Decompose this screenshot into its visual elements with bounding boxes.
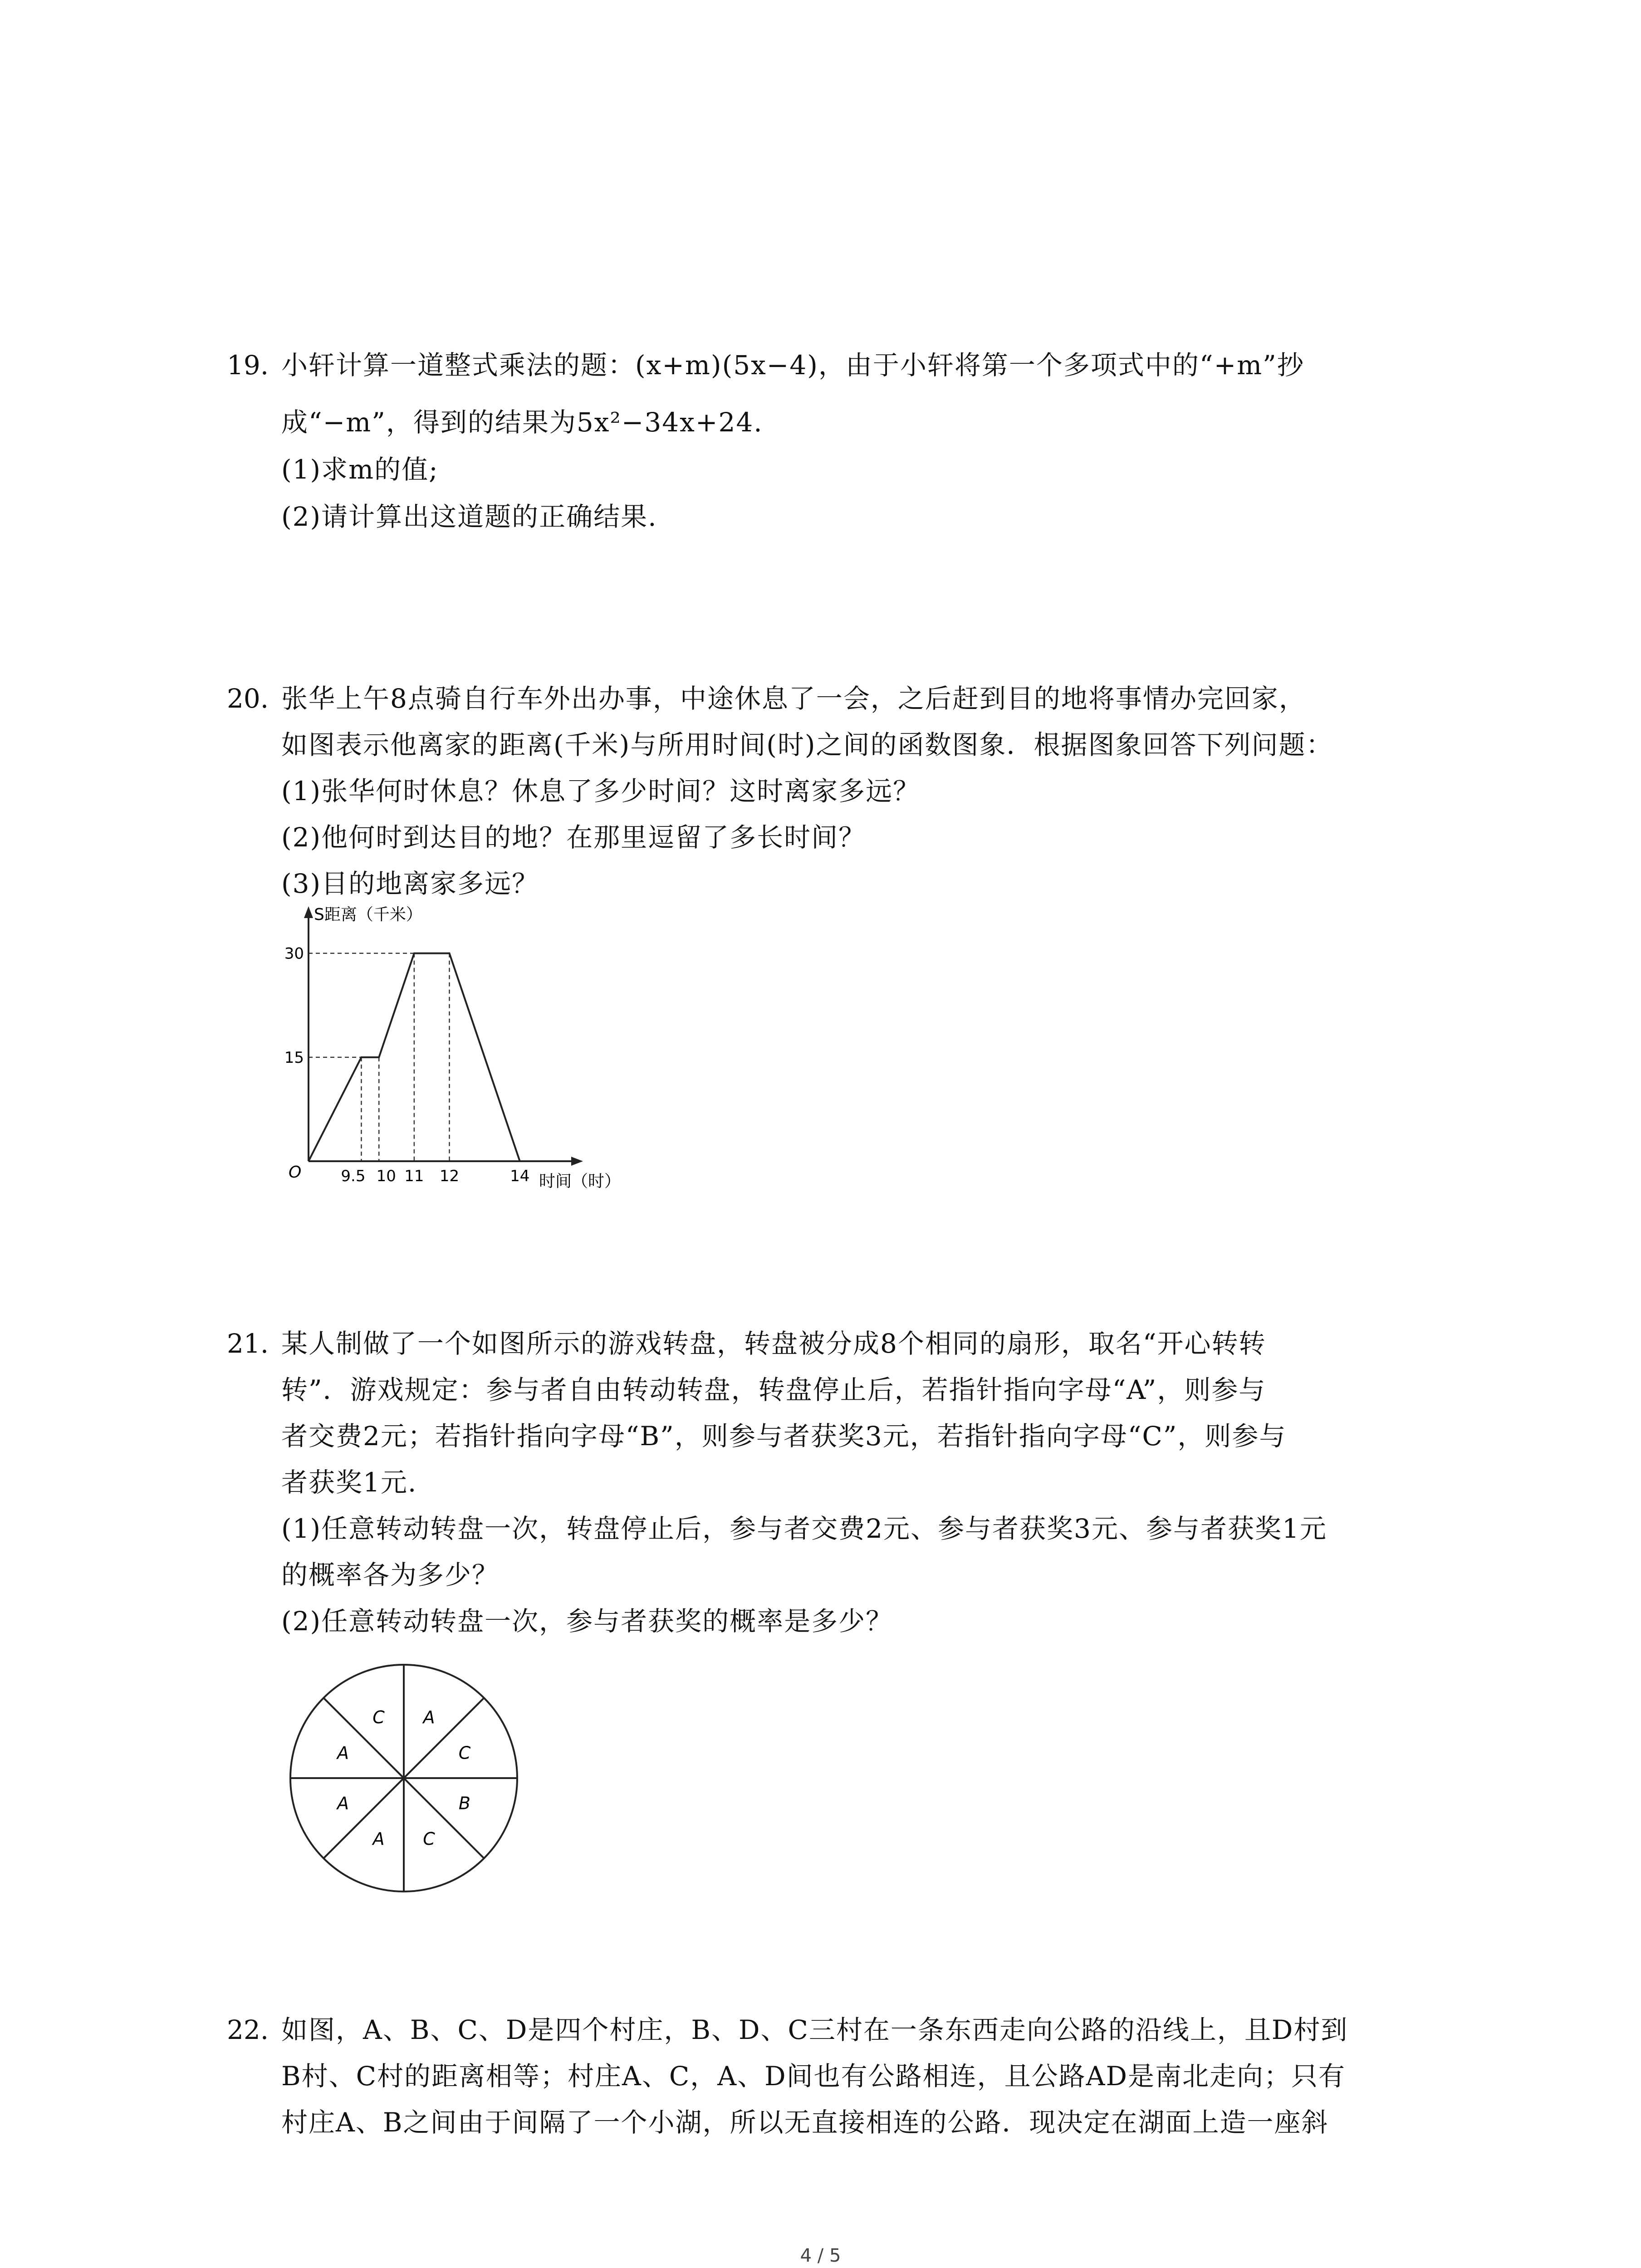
origin-label: O — [289, 1163, 302, 1182]
x-tick-label: 12 — [439, 1167, 460, 1185]
question-text-line: 小轩计算一道整式乘法的题：(x+m)(5x−4)，由于小轩将第一个多项式中的“+m”抄 — [281, 350, 1304, 381]
x-tick-label: 11 — [404, 1167, 424, 1185]
y-axis-label: S距离（千米） — [314, 905, 422, 924]
question-text-line: 如图表示他离家的距离(千米)与所用时间(时)之间的函数图象．根据图象回答下列问题： — [281, 729, 1333, 760]
question-text-line: 如图，A、B、C、D是四个村庄，B、D、C三村在一条东西走向公路的沿线上，且D村到 — [281, 2014, 1348, 2045]
question-number: 20. — [227, 683, 269, 714]
question-number: 21. — [227, 1328, 269, 1359]
y-axis-arrow — [304, 906, 313, 918]
spinner-sector-label: A — [372, 1828, 385, 1849]
question-text-line: (2)任意转动转盘一次，参与者获奖的概率是多少？ — [281, 1606, 893, 1637]
question-text-line: (1)张华何时休息？休息了多少时间？这时离家多远？ — [281, 776, 921, 807]
question-text-line: 某人制做了一个如图所示的游戏转盘，转盘被分成8个相同的扇形，取名“开心转转 — [281, 1328, 1266, 1359]
question-text-line: 的概率各为多少？ — [281, 1559, 500, 1590]
question-text-line: (3)目的地离家多远？ — [281, 868, 539, 899]
question-text-line: 转”．游戏规定：参与者自由转动转盘，转盘停止后，若指针指向字母“A”，则参与 — [281, 1374, 1266, 1405]
question-text-line: 者交费2元；若指针指向字母“B”，则参与者获奖3元，若指针指向字母“C”，则参与 — [281, 1421, 1287, 1452]
x-tick-label: 14 — [510, 1167, 530, 1185]
question-text-line: 者获奖1元. — [281, 1467, 417, 1498]
game-spinner — [286, 1660, 522, 1896]
question-text-line: (1)求m的值; — [281, 454, 439, 485]
question-text-line: (2)请计算出这道题的正确结果. — [281, 501, 657, 532]
x-tick-label: 10 — [376, 1167, 396, 1185]
spinner-sector-label: A — [423, 1707, 435, 1728]
spinner-sector-label: C — [372, 1707, 385, 1728]
question-number: 19. — [227, 350, 269, 381]
question-text-line: 村庄A、B之间由于间隔了一个小湖，所以无直接相连的公路．现决定在湖面上造一座斜 — [281, 2107, 1329, 2138]
x-tick-label: 9.5 — [341, 1167, 366, 1185]
spinner-sector-label: B — [458, 1793, 471, 1813]
question-text-line: B村、C村的距离相等；村庄A、C，A、D间也有公路相连，且公路AD是南北走向；只有 — [281, 2061, 1346, 2092]
spinner-sector-label: C — [423, 1828, 435, 1849]
x-axis-arrow — [571, 1157, 583, 1166]
question-text-line: 成“−m”，得到的结果为5x²−34x+24. — [281, 407, 763, 438]
distance-time-chart — [272, 903, 635, 1202]
spinner-sector-label: A — [337, 1743, 349, 1763]
question-number: 22. — [227, 2014, 269, 2045]
question-text-line: (2)他何时到达目的地？在那里逗留了多长时间？ — [281, 822, 866, 853]
question-text-line: (1)任意转动转盘一次，转盘停止后，参与者交费2元、参与者获奖3元、参与者获奖1元 — [281, 1513, 1327, 1544]
spinner-sector-label: A — [337, 1793, 349, 1813]
question-text-line: 张华上午8点骑自行车外出办事，中途休息了一会，之后赶到目的地将事情办完回家， — [281, 683, 1306, 714]
page-number: 4 / 5 — [800, 2245, 841, 2266]
y-tick-label: 30 — [284, 944, 304, 963]
y-tick-label: 15 — [284, 1048, 304, 1067]
x-axis-label: 时间（时） — [539, 1172, 621, 1191]
spinner-sector-label: C — [458, 1743, 471, 1763]
